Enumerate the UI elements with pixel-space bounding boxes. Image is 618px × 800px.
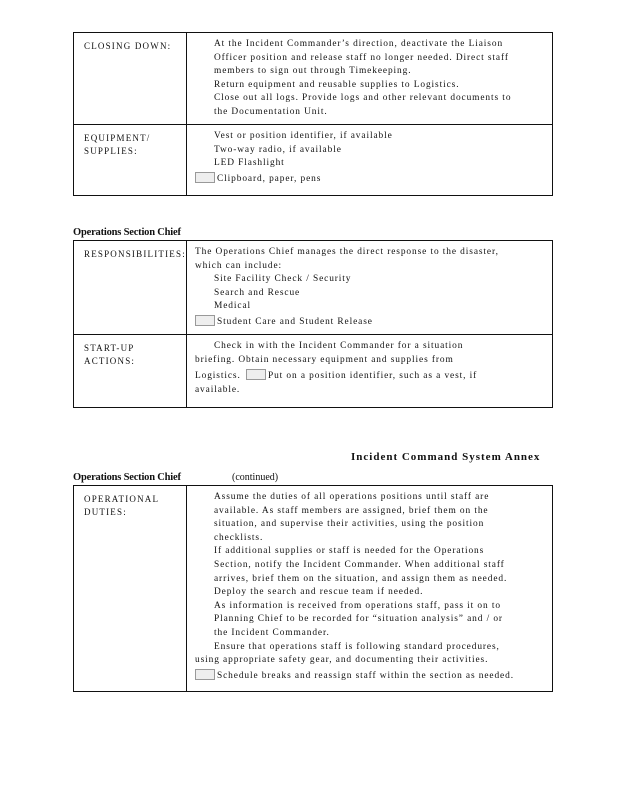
operational-duties-row: [74, 486, 552, 691]
continued-note: (continued): [232, 472, 279, 483]
equipment-text: [187, 125, 552, 195]
closing-down-text: [187, 33, 552, 124]
text-line: checklists.: [214, 532, 264, 543]
text-line: Check in with the Incident Commander for a situation: [214, 341, 464, 351]
text-line: Assume the duties of all operations positions until staff are: [214, 492, 490, 502]
label-line: EQUIPMENT/: [84, 133, 151, 143]
equipment-row: [74, 124, 552, 195]
checkbox-label: Put on a position identifier, such as a vest, if: [267, 371, 478, 382]
annex-title: Incident Command System Annex: [351, 451, 541, 463]
checkbox-label: Schedule breaks and reassign staff within the section as needed.: [217, 670, 514, 681]
checkbox-label: Clipboard, paper, pens: [217, 173, 322, 184]
text-line: Two-way radio, if available: [214, 144, 342, 155]
text-line: briefing. Obtain necessary equipment and supplies from: [195, 354, 454, 365]
text-line: available.: [195, 384, 241, 395]
text-line: The Operations Chief manages the direct response to the disaster,: [195, 247, 499, 257]
text-line: As information is received from operations staff, pass it on to: [214, 600, 501, 611]
text-line: situation, and supervise their activities, using the position: [214, 519, 485, 530]
text-line: Officer position and release staff no longer needed. Direct staff: [214, 52, 509, 63]
label-line: OPERATIONAL: [84, 494, 160, 504]
label-line: SUPPLIES:: [84, 146, 138, 156]
text-line: If additional supplies or staff is needed for the Operations: [214, 546, 485, 557]
label-line: ACTIONS:: [84, 356, 136, 366]
list-item: Site Facility Check / Security: [214, 274, 352, 285]
checkbox[interactable]: [195, 172, 215, 183]
text-line: available. As staff members are assigned, brief them on the: [214, 505, 489, 516]
checkbox-item[interactable]: [195, 315, 546, 330]
operational-duties-table: [73, 485, 553, 692]
text-line: Ensure that operations staff is following standard procedures,: [214, 641, 500, 652]
text-fragment: Logistics.: [195, 371, 241, 382]
text-line: Section, notify the Incident Commander. When additional staff: [214, 559, 505, 570]
responsibilities-label: RESPONSIBILITIES:: [74, 241, 187, 334]
startup-label: [74, 335, 187, 407]
text-line: which can include:: [195, 260, 283, 271]
text-line: [195, 369, 546, 384]
section-title: Operations Section Chief: [73, 472, 181, 483]
section-title: Operations Section Chief: [73, 227, 181, 238]
equipment-label: [74, 125, 187, 195]
startup-text: [187, 335, 552, 407]
label-line: START-UP: [84, 343, 135, 353]
startup-row: [74, 334, 552, 407]
list-item: Search and Rescue: [214, 287, 301, 298]
text-line: the Documentation Unit.: [214, 106, 328, 117]
text-line: arrives, brief them on the situation, and assign them as needed.: [214, 573, 508, 584]
text-line: members to sign out through Timekeeping.: [214, 66, 412, 77]
text-line: LED Flashlight: [214, 158, 285, 169]
checkbox-label: Student Care and Student Release: [217, 316, 373, 327]
text-line: the Incident Commander.: [214, 627, 330, 638]
closing-down-row: [74, 33, 552, 124]
list-item: Medical: [214, 301, 252, 312]
text-line: Close out all logs. Provide logs and other relevant documents to: [214, 93, 512, 104]
text-line: Vest or position identifier, if available: [214, 131, 393, 141]
checkbox[interactable]: [195, 669, 215, 680]
checkbox[interactable]: [195, 315, 215, 326]
checkbox-item[interactable]: [195, 172, 546, 187]
responsibilities-row: [74, 241, 552, 334]
closing-down-label: CLOSING DOWN:: [74, 33, 187, 124]
text-line: Deploy the search and rescue team if needed.: [214, 587, 424, 598]
text-line: Planning Chief to be recorded for “situation analysis” and / or: [214, 614, 503, 625]
closing-table: [73, 32, 553, 196]
operational-duties-text: [187, 486, 552, 691]
text-line: At the Incident Commander’s direction, deactivate the Liaison: [214, 39, 504, 49]
responsibilities-text: [187, 241, 552, 334]
checkbox[interactable]: [246, 369, 266, 380]
operational-duties-label: [74, 486, 187, 691]
label-line: DUTIES:: [84, 507, 127, 517]
checkbox-item[interactable]: [195, 669, 546, 684]
text-line: using appropriate safety gear, and documenting their activities.: [195, 655, 489, 666]
operations-table: [73, 240, 553, 408]
text-line: Return equipment and reusable supplies to Logistics.: [214, 79, 460, 90]
